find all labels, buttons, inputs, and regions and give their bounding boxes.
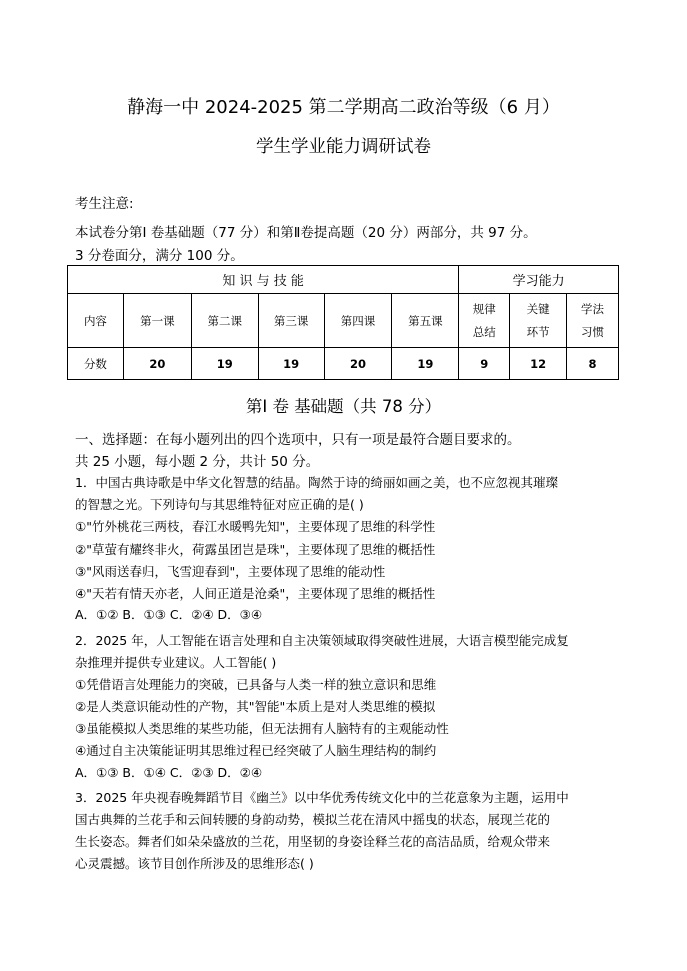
notice-line-2: 3 分卷面分，满分 100 分。 (75, 248, 244, 264)
q1-option-1: ①"竹外桃花三两枝，春江水暖鸭先知"，主要体现了思维的科学性 (75, 519, 436, 534)
q3-stem-line-3: 生长姿态。舞者们如朵朵盛放的兰花，用坚韧的身姿诠释兰花的高洁品质，给观众带来 (75, 834, 551, 849)
knowledge-group-header: 知 识 与 技 能 (68, 266, 459, 294)
section-title: 第Ⅰ 卷 基础题（共 78 分） (245, 397, 442, 416)
column-lesson-4: 第四课 (324, 294, 392, 348)
score-cell: 19 (392, 348, 459, 380)
q1-choices: A．①② B．①③ C．②④ D．③④ (75, 607, 263, 622)
column-ability-2-top: 关键 (526, 302, 550, 316)
table-content-row (68, 294, 619, 348)
column-lesson-3: 第三课 (258, 294, 324, 348)
notice-heading: 考生注意: (75, 196, 134, 212)
instruction-line-2: 共 25 小题，每小题 2 分，共计 50 分。 (75, 454, 320, 470)
score-cell: 19 (191, 348, 258, 380)
q2-option-1: ①凭借语言处理能力的突破，已具备与人类一样的独立意识和思维 (75, 677, 437, 692)
column-ability-2-bottom: 环节 (526, 325, 550, 339)
instruction-line-1: 一、选择题：在每小题列出的四个选项中，只有一项是最符合题目要求的。 (75, 432, 521, 448)
q1-option-2: ②"草萤有耀终非火，荷露虽团岂是珠"，主要体现了思维的概括性 (75, 542, 436, 557)
q3-stem-line-1: 3．2025 年央视春晚舞蹈节目《幽兰》以中华优秀传统文化中的兰花意象为主题，运用中 (75, 790, 569, 805)
exam-subtitle: 学生学业能力调研试卷 (256, 137, 431, 157)
column-ability-1-bottom: 总结 (472, 325, 496, 339)
column-ability-2 (510, 294, 567, 348)
exam-title: 静海一中 2024-2025 第二学期高二政治等级（6 月） (127, 97, 560, 118)
table-score-row (68, 348, 619, 380)
q2-stem-line-2: 杂推理并提供专业建议。人工智能( ) (75, 655, 277, 670)
score-cell: 19 (258, 348, 324, 380)
q3-stem-line-2: 国古典舞的兰花手和云间转腰的身韵动势，模拟兰花在清风中摇曳的状态，展现兰花的 (75, 812, 551, 827)
column-ability-3-top: 学法 (581, 302, 605, 316)
ability-group-header: 学习能力 (459, 266, 619, 294)
score-cell: 9 (459, 348, 510, 380)
q2-choices: A．①③ B．①④ C．②③ D．②④ (75, 765, 263, 780)
q1-stem-line-1: 1．中国古典诗歌是中华文化智慧的结晶。陶然于诗的绮丽如画之美，也不应忽视其璀璨 (75, 475, 558, 490)
score-cell: 20 (123, 348, 191, 380)
score-cell: 8 (567, 348, 619, 380)
row-label-content: 内容 (68, 294, 124, 348)
notice-line-1: 本试卷分第Ⅰ 卷基础题（77 分）和第Ⅱ卷提高题（20 分）两部分，共 97 分。 (75, 225, 537, 241)
q2-option-2: ②是人类意识能动性的产物，其"智能"本质上是对人类思维的模拟 (75, 699, 436, 714)
q2-stem-line-1: 2．2025 年，人工智能在语言处理和自主决策领域取得突破性进展，大语言模型能完成复 (75, 633, 569, 648)
score-cell: 20 (324, 348, 392, 380)
row-label-score: 分数 (68, 348, 124, 380)
column-ability-1-top: 规律 (472, 302, 496, 316)
column-lesson-2: 第二课 (191, 294, 258, 348)
score-cell: 12 (510, 348, 567, 380)
q1-option-4: ④"天若有情天亦老，人间正道是沧桑"，主要体现了思维的概括性 (75, 586, 436, 601)
column-ability-3 (567, 294, 619, 348)
column-ability-1 (459, 294, 510, 348)
table-header-row (68, 266, 619, 294)
column-lesson-1: 第一课 (123, 294, 191, 348)
column-lesson-5: 第五课 (392, 294, 459, 348)
q3-stem-line-4: 心灵震撼。该节目创作所涉及的思维形态( ) (75, 856, 314, 871)
q1-option-3: ③"风雨送春归，飞雪迎春到"，主要体现了思维的能动性 (75, 564, 386, 579)
column-ability-3-bottom: 习惯 (581, 325, 605, 339)
score-table (67, 265, 619, 380)
q2-option-4: ④通过自主决策能证明其思维过程已经突破了人脑生理结构的制约 (75, 743, 437, 758)
q1-stem-line-2: 的智慧之光。下列诗句与其思维特征对应正确的是( ) (75, 497, 364, 512)
q2-option-3: ③虽能模拟人类思维的某些功能，但无法拥有人脑特有的主观能动性 (75, 721, 449, 736)
